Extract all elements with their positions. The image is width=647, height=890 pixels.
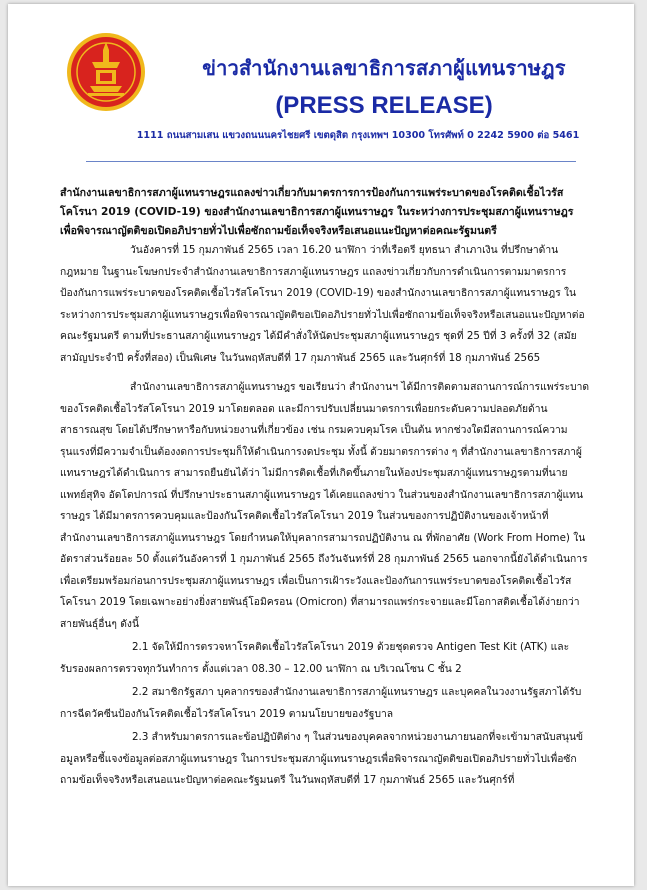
item-2-1	[60, 637, 590, 680]
parliament-seal-icon	[66, 32, 146, 112]
body-text	[60, 240, 590, 792]
headline-line-2: โคโรนา 2019 (COVID-19) ของสำนักงานเลขาธิการสภาผู้แทนราษฎร ในระหว่างการประชุมสภาผู้แทนราษฎร	[60, 206, 574, 218]
paragraph-2-text: สำนักงานเลขาธิการสภาผู้แทนราษฎร ขอเรียนว่า สำนักงานฯ ได้มีการติดตามสถานการณ์การแพร่ระบาดของโรคติดเชื้อไวรัสโคโรนา 2019 มาโดยตลอด และมีการปรับเปลี่ยนมาตรการเพื่อยกระดับความปลอดภัยด้านสาธารณสุข โดยได้ปรึกษาหารือกับหน่วยงานที่เกี่ยวข้อง เช่น กรมควบคุมโรค เป็นต้น หากช่วงใดมีสถานการณ์ความรุนแรงที่มีความจำเป็นต้องงดการประชุมก็ให้ดำเนินการงดประชุม ทั้งนี้ ด้วยมาตรการต่าง ๆ ที่สำนักงานเลขาธิการสภาผู้แทนราษฎรได้ดำเนินการ สามารถยืนยันได้ว่า ไม่มีการติดเชื้อที่เกิดขึ้นภายในห้องประชุมสภาผู้แทนราษฎรตามที่นายแพทย์สุทิจ อัดโดปการณ์ ที่ปรึกษาประธานสภาผู้แทนราษฎร ได้เคยแถลงข่าว ในส่วนของสำนักงานเลขาธิการสภาผู้แทนราษฎร ได้มีมาตรการควบคุมและป้องกันโรคติดเชื้อไวรัสโคโรนา 2019 ในส่วนของการปฏิบัติงานของเจ้าหน้าที่สำนักงานเลขาธิการสภาผู้แทนราษฎร โดยกำหนดให้บุคลากรสามารถปฏิบัติงาน ณ ที่พักอาศัย (Work From Home) ในอัตราส่วนร้อยละ 50 ตั้งแต่วันอังคารที่ 1 กุมภาพันธ์ 2565 ถึงวันจันทร์ที่ 28 กุมภาพันธ์ 2565 นอกจากนี้ยังได้ดำเนินการเพื่อเตรียมพร้อมก่อนการประชุมสภาผู้แทนราษฎร เพื่อเป็นการเฝ้าระวังและป้องกันการแพร่ระบาดของโรคติดเชื้อไวรัสโคโรนา 2019 โดยเฉพาะอย่างยิ่งสายพันธุ์โอมิครอน (Omicron) ที่สามารถแพร่กระจายและมีโอกาสติดเชื้อได้ง่ายกว่าสายพันธุ์อื่นๆ ดังนี้	[60, 381, 590, 630]
item-2-1-text: 2.1 จัดให้มีการตรวจหาโรคติดเชื้อไวรัสโคโรนา 2019 ด้วยชุดตรวจ Antigen Test Kit (ATK) และรับรองผลการตรวจทุกวันทำการ ตั้งแต่เวลา 08.30 – 12.00 นาฬิกา ณ บริเวณโซน C ชั้น 2	[60, 641, 570, 675]
press-release-label: (PRESS RELEASE)	[275, 92, 493, 119]
header-divider	[86, 161, 576, 162]
headline	[60, 184, 590, 241]
document-page	[8, 4, 634, 886]
press-office-title: ข่าวสำนักงานเลขาธิการสภาผู้แทนราษฎร	[202, 56, 566, 80]
paragraph-1-text: วันอังคารที่ 15 กุมภาพันธ์ 2565 เวลา 16.20 นาฬิกา ว่าที่เรือตรี ยุทธนา สำเภาเงิน ที่ปรึกษาด้านกฎหมาย ในฐานะโฆษกประจำสำนักงานเลขาธิการสภาผู้แทนราษฎร แถลงข่าวเกี่ยวกับการดำเนินการตามมาตรการป้องกันการแพร่ระบาดของโรคติดเชื้อไวรัสโคโรนา 2019 (COVID-19) ของสำนักงานเลขาธิการสภาผู้แทนราษฎร ในระหว่างการประชุมสภาผู้แทนราษฎรเพื่อพิจารณาญัตติขอเปิดอภิปรายทั่วไปเพื่อซักถามข้อเท็จจริงหรือเสนอแนะปัญหาต่อคณะรัฐมนตรี ตามที่ประธานสภาผู้แทนราษฎร ได้มีคำสั่งให้นัดประชุมสภาผู้แทนราษฎร ชุดที่ 25 ปีที่ 3 ครั้งที่ 32 (สมัยสามัญประจำปี ครั้งที่สอง) เป็นพิเศษ ในวันพฤหัสบดีที่ 17 กุมภาพันธ์ 2565 และวันศุกร์ที่ 18 กุมภาพันธ์ 2565	[60, 244, 585, 364]
item-2-3	[60, 727, 590, 792]
headline-line-3: เพื่อพิจารณาญัตติขอเปิดอภิปรายทั่วไปเพื่อซักถามข้อเท็จจริงหรือเสนอแนะปัญหาต่อคณะรัฐมนตรี	[60, 225, 497, 237]
item-2-2	[60, 682, 590, 725]
headline-line-1: สำนักงานเลขาธิการสภาผู้แทนราษฎรแถลงข่าวเกี่ยวกับมาตรการการป้องกันการแพร่ระบาดของโรคติดเชื้อไวรัส	[60, 187, 564, 199]
item-2-3-text: 2.3 สำหรับมาตรการและข้อปฏิบัติต่าง ๆ ในส่วนของบุคคลจากหน่วยงานภายนอกที่จะเข้ามาสนับสนุนข้อมูลหรือชี้แจงข้อมูลต่อสภาผู้แทนราษฎร ในการประชุมสภาผู้แทนราษฎรเพื่อพิจารณาญัตติขอเปิดอภิปรายทั่วไปเพื่อซักถามข้อเท็จจริงหรือเสนอแนะปัญหาต่อคณะรัฐมนตรี ในวันพฤหัสบดีที่ 17 กุมภาพันธ์ 2565 และวันศุกร์ที่	[60, 731, 584, 786]
paragraph-2	[60, 377, 590, 635]
paragraph-1	[60, 240, 590, 369]
office-address: 1111 ถนนสามเสน แขวงถนนนครไชยศรี เขตดุสิต กรุงเทพฯ 10300 โทรศัพท์ 0 2242 5900 ต่อ 5461	[136, 130, 580, 141]
item-2-2-text: 2.2 สมาชิกรัฐสภา บุคลากรของสำนักงานเลขาธิการสภาผู้แทนราษฎร และบุคคลในวงงานรัฐสภาได้รับการฉีดวัคซีนป้องกันโรคติดเชื้อไวรัสโคโรนา 2019 ตามนโยบายของรัฐบาล	[60, 686, 582, 720]
